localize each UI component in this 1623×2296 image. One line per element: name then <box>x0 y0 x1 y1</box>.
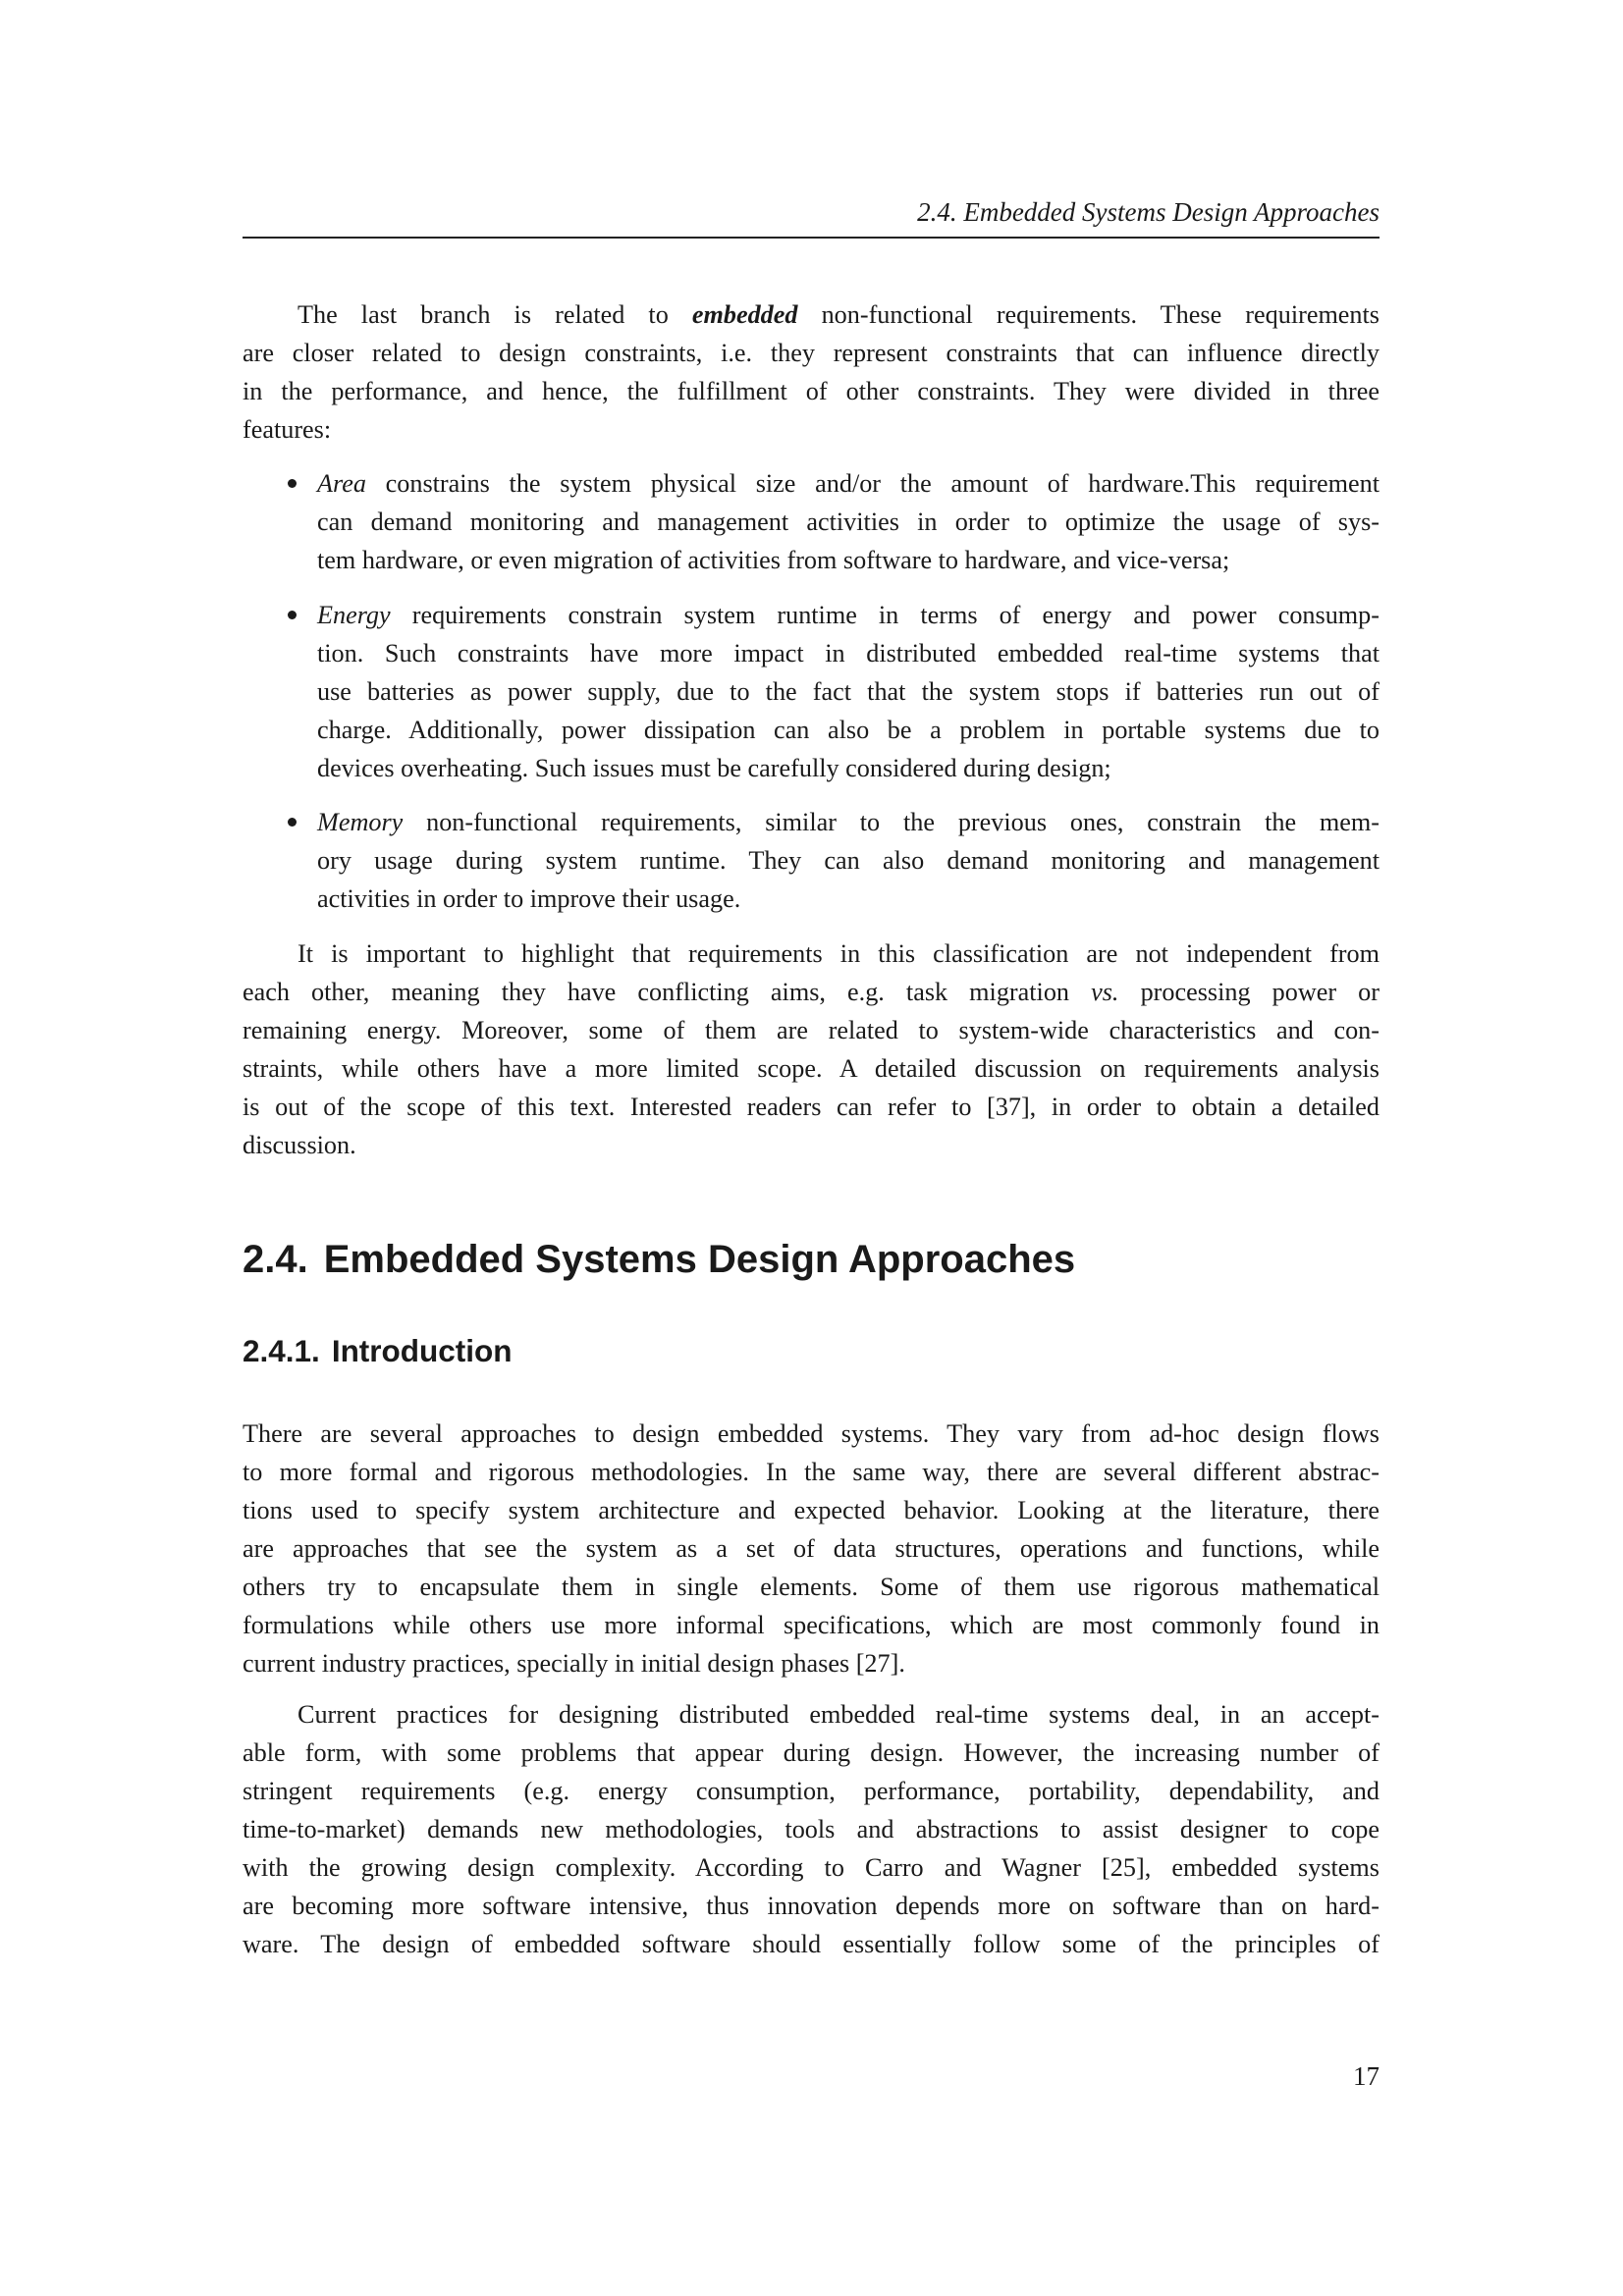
bullet-item-memory <box>243 803 1380 918</box>
paragraph-line: features: <box>243 415 332 444</box>
paragraph-line: straints, while others have a more limited scope. A detailed discussion on requirements analysis <box>243 1054 1380 1083</box>
bullet-icon <box>288 611 297 619</box>
paragraph-line: with the growing design complexity. According to Carro and Wagner [25], embedded systems <box>243 1853 1380 1882</box>
paragraph-requirements-independence <box>243 934 1380 1164</box>
section-title: Embedded Systems Design Approaches <box>323 1238 1076 1281</box>
text-run: processing power or <box>1118 978 1380 1006</box>
bullet-line <box>317 464 1380 503</box>
paragraph-line: Current practices for designing distributed embedded real-time systems deal, in an accept- <box>298 1700 1380 1729</box>
subsection-heading <box>243 1331 513 1370</box>
paragraph-line: others try to encapsulate them in single elements. Some of them use rigorous mathematical <box>243 1573 1380 1601</box>
bullet-item-energy <box>243 596 1380 787</box>
paragraph-line: It is important to highlight that requirements in this classification are not independent from <box>298 939 1380 968</box>
emphasis-embedded: embedded <box>691 300 798 329</box>
paragraph-line: tions used to specify system architecture and expected behavior. Looking at the literature, there <box>243 1496 1380 1524</box>
bullet-line <box>317 803 1380 841</box>
bullet-line: tion. Such constraints have more impact in distributed embedded real-time systems that <box>317 639 1380 667</box>
text-run: non-functional requirements. These requirements <box>797 300 1380 329</box>
bullet-term: Energy <box>317 601 391 629</box>
paragraph-line: are closer related to design constraints, i.e. they represent constraints that can influence directly <box>243 339 1380 367</box>
header-rule <box>243 237 1380 239</box>
paragraph-line: remaining energy. Moreover, some of them are related to system-wide characteristics and con- <box>243 1016 1380 1044</box>
paragraph-line: to more formal and rigorous methodologies. In the same way, there are several different abstrac- <box>243 1458 1380 1486</box>
bullet-icon <box>288 479 297 488</box>
text-run: non-functional requirements, similar to the previous ones, constrain the mem- <box>403 808 1380 836</box>
paragraph-line: are becoming more software intensive, thus innovation depends more on software than on hard- <box>243 1892 1380 1920</box>
bullet-term: Memory <box>317 808 404 836</box>
paragraph-line: stringent requirements (e.g. energy consumption, performance, portability, dependability, and <box>243 1777 1380 1805</box>
section-heading <box>243 1235 1075 1284</box>
bullet-line: ory usage during system runtime. They can also demand monitoring and management <box>317 846 1380 875</box>
running-header: 2.4. Embedded Systems Design Approaches <box>917 197 1380 227</box>
paragraph-line: is out of the scope of this text. Interested readers can refer to [37], in order to obtain a detailed <box>243 1093 1380 1121</box>
paragraph-design-approaches <box>243 1415 1380 1682</box>
bullet-line <box>317 596 1380 634</box>
paragraph-line: There are several approaches to design embedded systems. They vary from ad-hoc design flows <box>243 1419 1380 1448</box>
paragraph-line: current industry practices, specially in initial design phases [27]. <box>243 1649 905 1678</box>
subsection-title: Introduction <box>331 1333 513 1368</box>
paragraph-line: are approaches that see the system as a set of data structures, operations and functions, while <box>243 1534 1380 1563</box>
bullet-icon <box>288 818 297 827</box>
bullet-line: tem hardware, or even migration of activities from software to hardware, and vice-versa; <box>317 546 1230 574</box>
bullet-line: activities in order to improve their usage. <box>317 884 741 913</box>
emphasis-vs: vs. <box>1091 978 1119 1006</box>
paragraph-current-practices <box>243 1695 1380 1963</box>
bullet-line: can demand monitoring and management activities in order to optimize the usage of sys- <box>317 507 1380 536</box>
text-run: requirements constrain system runtime in terms of energy and power consump- <box>390 601 1380 629</box>
text-run: The last branch is related to <box>298 300 692 329</box>
bullet-item-area <box>243 464 1380 579</box>
text-run: constrains the system physical size and/or the amount of hardware.This requirement <box>365 469 1380 498</box>
paragraph-embedded-requirements <box>243 295 1380 449</box>
section-number: 2.4. <box>243 1238 308 1281</box>
bullet-term: Area <box>317 469 366 498</box>
paragraph-line <box>243 973 1380 1011</box>
bullet-line: charge. Additionally, power dissipation can also be a problem in portable systems due to <box>317 716 1380 744</box>
paragraph-line: time-to-market) demands new methodologies, tools and abstractions to assist designer to cope <box>243 1815 1380 1843</box>
paragraph-line <box>243 295 1380 334</box>
bullet-line: use batteries as power supply, due to the fact that the system stops if batteries run out of <box>317 677 1380 706</box>
paragraph-line: able form, with some problems that appear during design. However, the increasing number of <box>243 1738 1380 1767</box>
text-run: each other, meaning they have conflicting aims, e.g. task migration <box>243 978 1092 1006</box>
subsection-number: 2.4.1. <box>243 1333 320 1368</box>
paragraph-line: in the performance, and hence, the fulfillment of other constraints. They were divided in three <box>243 377 1380 405</box>
paragraph-line: ware. The design of embedded software should essentially follow some of the principles of <box>243 1930 1380 1958</box>
page-number: 17 <box>1353 2061 1380 2091</box>
paragraph-line: discussion. <box>243 1131 356 1159</box>
paragraph-line: formulations while others use more informal specifications, which are most commonly found in <box>243 1611 1380 1639</box>
bullet-line: devices overheating. Such issues must be carefully considered during design; <box>317 754 1111 782</box>
